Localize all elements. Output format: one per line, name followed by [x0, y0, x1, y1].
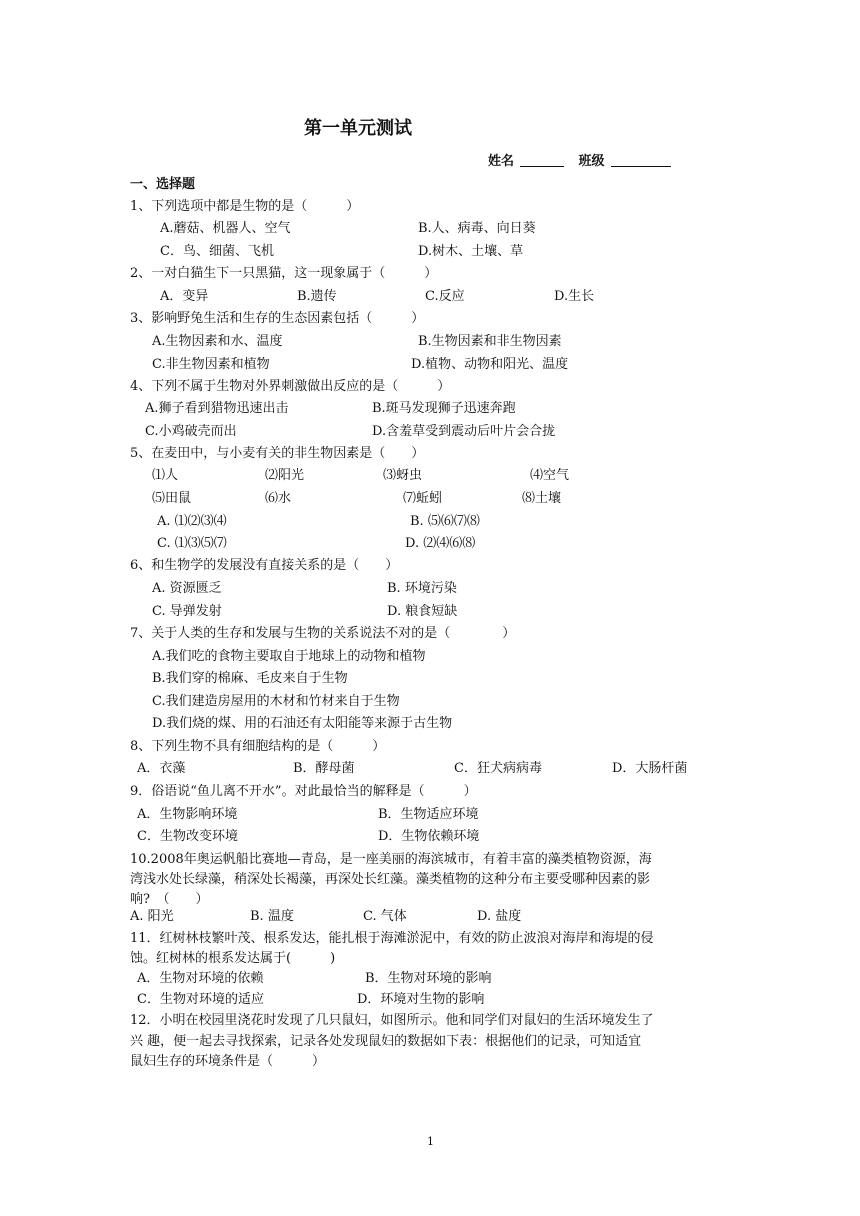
question-line: 9．俗语说“鱼儿离不开水”。对此最恰当的解释是（ ） — [130, 784, 477, 799]
question-line: ⑸田鼠 — [152, 491, 192, 506]
question-line: A. 资源匮乏 — [152, 581, 222, 596]
question-line: B.我们穿的棉麻、毛皮来自于生物 — [152, 671, 348, 686]
question-line: C. 导弹发射 — [152, 604, 222, 619]
question-line: ⑶蚜虫 — [383, 468, 423, 483]
question-line: B.遗传 — [297, 289, 337, 304]
question-line: ⑹水 — [265, 491, 292, 506]
question-line: 6、和生物学的发展没有直接关系的是（ ） — [130, 558, 399, 573]
question-line: B. ⑸⑹⑺⑻ — [410, 514, 480, 529]
question-line: A. ⑴⑵⑶⑷ — [157, 514, 227, 529]
question-line: B．酵母菌 — [293, 761, 355, 776]
question-line: C. 气体 — [363, 909, 407, 924]
question-line: C. ⑴⑶⑸⑺ — [157, 536, 227, 551]
name-blank[interactable] — [520, 152, 564, 167]
question-line: 2、一对白猫生下一只黑猫，这一现象属于（ ） — [130, 266, 438, 281]
question-line: 4、下列不属于生物对外界刺激做出反应的是（ ） — [130, 379, 451, 394]
page-number: 1 — [427, 1135, 434, 1148]
question-line: D.我们烧的煤、用的石油还有太阳能等来源于古生物 — [152, 716, 453, 731]
question-line: A.蘑菇、机器人、空气 — [160, 221, 291, 236]
question-line: B. 环境污染 — [387, 581, 457, 596]
question-line: C．狂犬病病毒 — [454, 761, 542, 776]
question-line: A．生物对环境的依赖 — [137, 971, 264, 986]
question-line: A．生物影响环境 — [137, 807, 238, 822]
question-line: ⑴人 — [152, 468, 179, 483]
question-line: B.人、病毒、向日葵 — [418, 221, 536, 236]
question-line: 3、影响野兔生活和生存的生态因素包括（ ） — [130, 311, 425, 326]
question-line: B．生物适应环境 — [378, 807, 479, 822]
question-line: B.生物因素和非生物因素 — [418, 334, 562, 349]
question-line: C.我们建造房屋用的木材和竹材来自于生物 — [152, 694, 400, 709]
question-line: 7、关于人类的生存和发展与生物的关系说法不对的是（ ） — [130, 626, 516, 641]
question-line: ⑻土壤 — [522, 491, 562, 506]
question-line: D．生物依赖环境 — [378, 829, 480, 844]
question-line: C.反应 — [425, 289, 465, 304]
question-line: A. 阳光 — [130, 909, 174, 924]
question-line: 响? （ ） — [130, 892, 209, 907]
question-line: 10.2008年奥运帆船比赛地—青岛，是一座美丽的海滨城市，有着丰富的藻类植物资源，海 — [130, 852, 652, 867]
question-line: 5、在麦田中，与小麦有关的非生物因素是（ ） — [130, 446, 425, 461]
question-line: D.植物、动物和阳光、温度 — [411, 357, 569, 372]
name-label: 姓名 — [488, 154, 515, 169]
question-line: B.斑马发现狮子迅速奔跑 — [372, 401, 516, 416]
question-line: D. 盐度 — [477, 909, 522, 924]
class-label: 班级 — [578, 154, 605, 169]
question-line: C.小鸡破壳而出 — [145, 424, 237, 439]
question-line: A.生物因素和水、温度 — [152, 334, 283, 349]
question-line: D.生长 — [554, 289, 595, 304]
question-line: ⑷空气 — [530, 468, 570, 483]
question-line: A.我们吃的食物主要取自于地球上的动物和植物 — [152, 649, 426, 664]
question-line: D. ⑵⑷⑹⑻ — [405, 536, 476, 551]
question-line: 1、下列选项中都是生物的是（ ） — [130, 199, 360, 214]
question-line: D.含羞草受到震动后叶片会合拢 — [372, 424, 556, 439]
question-line: D.树木、土壤、草 — [418, 244, 524, 259]
question-line: 8、下列生物不具有细胞结构的是（ ） — [130, 739, 386, 754]
section-heading: 一、选择题 — [130, 177, 196, 192]
student-info-line — [488, 152, 677, 171]
question-line: C.非生物因素和植物 — [152, 357, 270, 372]
question-line: ⑵阳光 — [265, 468, 305, 483]
question-line: D．大肠杆菌 — [612, 761, 688, 776]
question-line: C．生物改变环境 — [137, 829, 238, 844]
class-blank[interactable] — [611, 152, 671, 167]
question-line: 蚀。红树林的根系发达属于( ) — [130, 951, 336, 966]
question-line: B. 温度 — [250, 909, 294, 924]
question-line: 兴 趣，便一起去寻找探索，记录各处发现鼠妇的数据如下表：根据他们的记录，可知适宜 — [130, 1034, 642, 1049]
page-title: 第一单元测试 — [304, 118, 412, 139]
question-line: D. 粮食短缺 — [387, 604, 458, 619]
question-line: A．衣藻 — [137, 761, 186, 776]
question-line: 12．小明在校园里浇花时发现了几只鼠妇，如图所示。他和同学们对鼠妇的生活环境发生了 — [130, 1013, 654, 1028]
question-line: 11．红树林枝繁叶茂、根系发达，能扎根于海滩淤泥中，有效的防止波浪对海岸和海堤的侵 — [130, 931, 654, 946]
question-line: 鼠妇生存的环境条件是（ ） — [130, 1054, 326, 1069]
question-line: C．生物对环境的适应 — [137, 992, 264, 1007]
question-line: 湾浅水处长绿藻，稍深处长褐藻，再深处长红藻。藻类植物的这种分布主要受哪种因素的影 — [130, 872, 651, 887]
question-line: A．变异 — [160, 289, 209, 304]
question-line: A.狮子看到猎物迅速出击 — [145, 401, 289, 416]
question-line: B．生物对环境的影响 — [365, 971, 492, 986]
question-line: ⑺蚯蚓 — [403, 491, 443, 506]
question-line: D．环境对生物的影响 — [357, 992, 485, 1007]
question-line: C．鸟、细菌、飞机 — [160, 244, 274, 259]
